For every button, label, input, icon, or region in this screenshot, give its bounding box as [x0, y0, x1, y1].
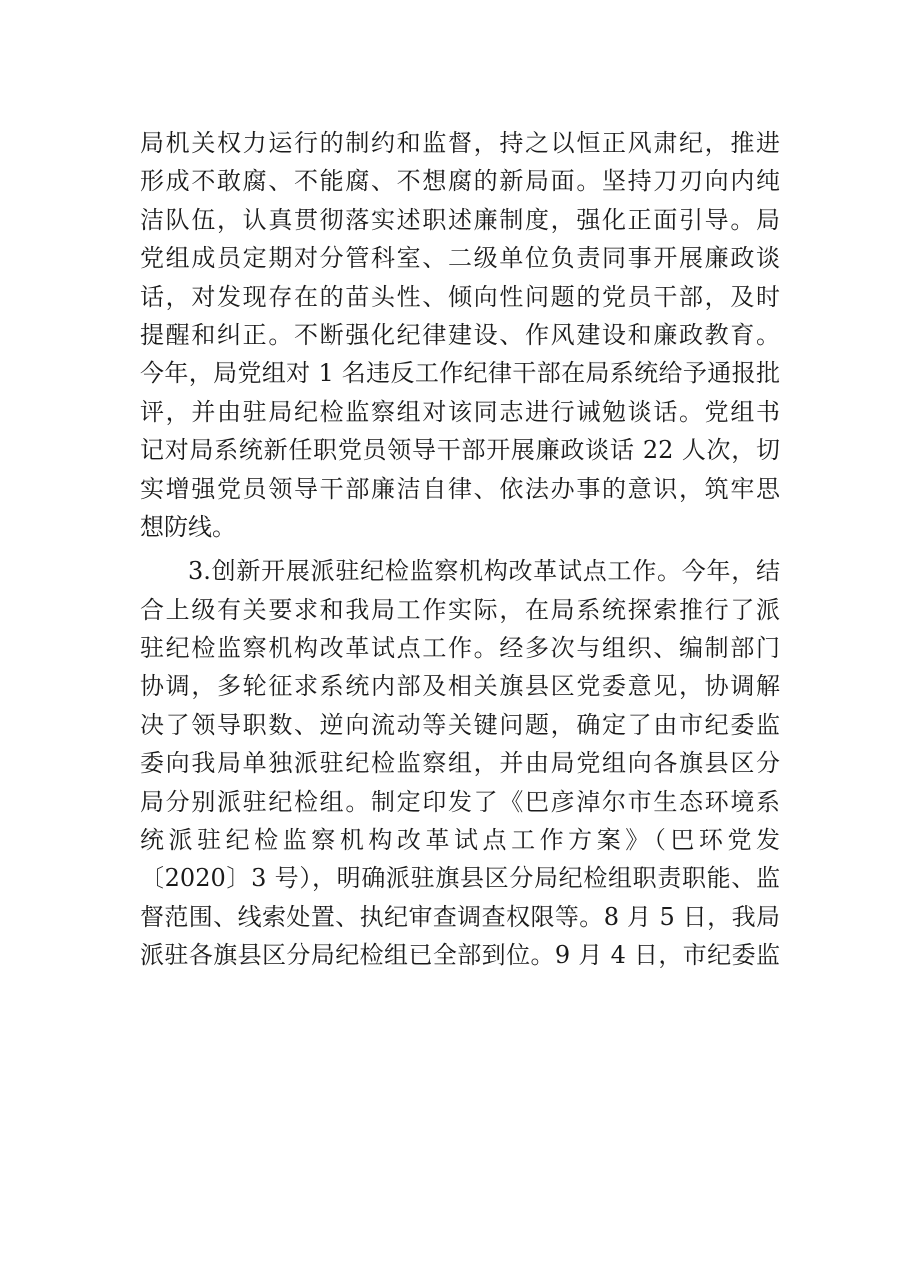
paragraph-line: 实增强党员领导干部廉洁自律、依法办事的意识，筑牢思 [140, 474, 780, 503]
paragraph-line: 督范围、线索处置、执纪审查调查权限等。8 月 5 日，我局 [140, 902, 780, 931]
paragraph-line: 局机关权力运行的制约和监督，持之以恒正风肃纪，推进 [140, 129, 780, 157]
paragraph-line: 党组成员定期对分管科室、二级单位负责同事开展廉政谈 [140, 244, 780, 273]
paragraph-line: 委向我局单独派驻纪检监察组，并由局党组向各旗县区分 [140, 749, 780, 778]
paragraph-line: 派驻各旗县区分局纪检组已全部到位。9 月 4 日，市纪委监 [140, 941, 780, 970]
paragraph-line: 话，对发现存在的苗头性、倾向性问题的党员干部，及时 [140, 282, 780, 311]
paragraph-1 [140, 124, 780, 546]
paragraph-line: 驻纪检监察机构改革试点工作。经多次与组织、编制部门 [140, 634, 780, 663]
paragraph-line: 局分别派驻纪检组。制定印发了《巴彦淖尔市生态环境系 [140, 787, 780, 816]
paragraph-line: 协调，多轮征求系统内部及相关旗县区党委意见，协调解 [140, 672, 780, 701]
paragraph-line: 统派驻纪检监察机构改革试点工作方案》（巴环党发 [140, 826, 780, 855]
paragraph-line: 洁队伍，认真贯彻落实述职述廉制度，强化正面引导。局 [140, 205, 780, 234]
paragraph-line: 〔2020〕3 号），明确派驻旗县区分局纪检组职责职能、监 [140, 864, 780, 893]
document-body [140, 124, 780, 975]
paragraph-line: 决了领导职数、逆向流动等关键问题，确定了由市纪委监 [140, 710, 780, 739]
paragraph-line: 形成不敢腐、不能腐、不想腐的新局面。坚持刀刃向内纯 [140, 167, 780, 196]
paragraph-line: 评，并由驻局纪检监察组对该同志进行诫勉谈话。党组书 [140, 397, 780, 426]
paragraph-heading-line: 3.创新开展派驻纪检监察机构改革试点工作。今年，结 [188, 557, 780, 586]
paragraph-line: 合上级有关要求和我局工作实际，在局系统探索推行了派 [140, 595, 780, 624]
paragraph-line: 记对局系统新任职党员领导干部开展廉政谈话 22 人次，切 [140, 436, 780, 465]
paragraph-2 [140, 552, 780, 974]
paragraph-line: 提醒和纠正。不断强化纪律建设、作风建设和廉政教育。 [140, 320, 780, 349]
paragraph-line: 想防线。 [140, 512, 236, 541]
paragraph-line: 今年，局党组对 1 名违反工作纪律干部在局系统给予通报批 [140, 359, 780, 388]
